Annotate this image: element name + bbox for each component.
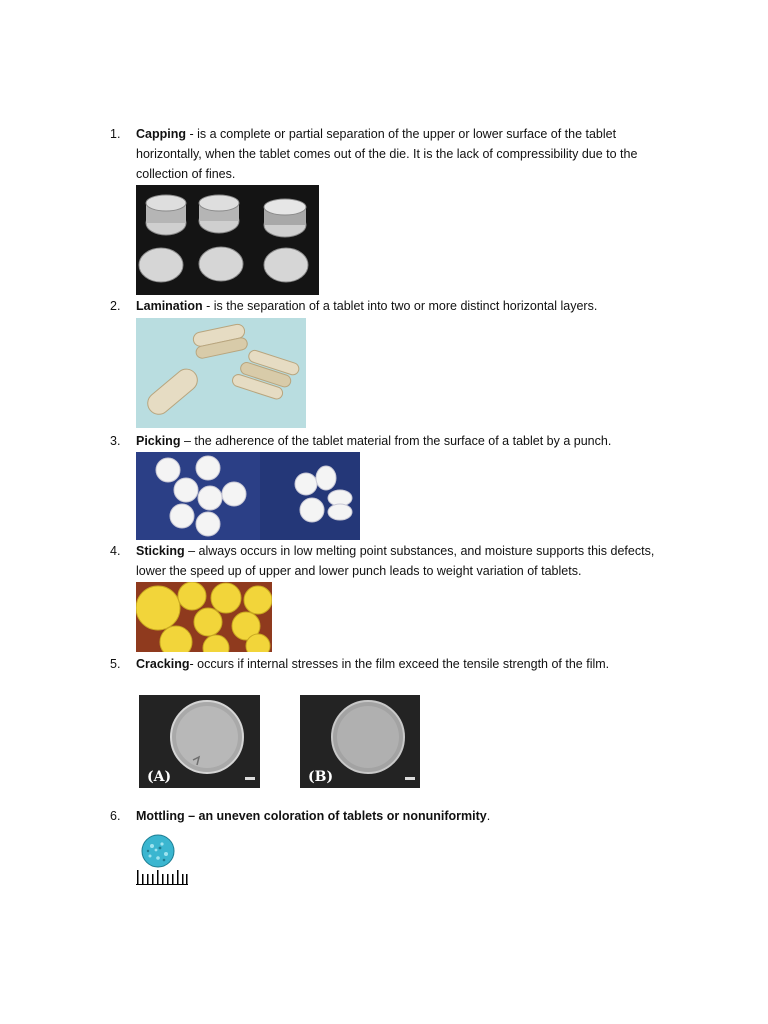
- item-description: - is a complete or partial separation of the upper or lower surface of the tablet horizontally, when the tablet comes out of the die. It is the lack of compressibility due to the collection of fines.: [136, 127, 638, 181]
- item-number: 3.: [110, 434, 121, 448]
- item-number: 6.: [110, 809, 121, 823]
- figure-label-b: (B): [308, 769, 334, 785]
- item-text: [136, 124, 666, 184]
- item-description: – always occurs in low melting point substances, and moisture supports this defects, lower the speed up of upper and lower punch leads to weight variation of tablets.: [136, 544, 655, 578]
- item-number: 1.: [110, 127, 121, 141]
- lamination-image: [136, 318, 306, 428]
- sticking-image: [136, 582, 272, 652]
- item-text: [136, 296, 666, 316]
- item-number: 5.: [110, 657, 121, 671]
- cracking-image-b: [300, 695, 420, 788]
- item-description: – the adherence of the tablet material from the surface of a tablet by a punch.: [180, 434, 612, 448]
- item-term: Lamination: [136, 299, 203, 313]
- picking-image: [136, 452, 360, 540]
- cracking-image-a: [139, 695, 260, 788]
- item-text: [136, 541, 666, 581]
- item-term: Mottling – an uneven coloration of tablets or nonuniformity: [136, 809, 487, 823]
- item-term: Sticking: [136, 544, 185, 558]
- item-text: [136, 654, 666, 674]
- mottling-image: [136, 834, 188, 886]
- item-description: .: [486, 809, 491, 823]
- item-text: [136, 431, 666, 451]
- item-number: 2.: [110, 299, 121, 313]
- figure-label-a: (A): [147, 769, 172, 785]
- item-number: 4.: [110, 544, 121, 558]
- item-description: - occurs if internal stresses in the film exceed the tensile strength of the film.: [189, 657, 610, 671]
- item-term: Picking: [136, 434, 181, 448]
- item-term: Cracking: [136, 657, 190, 671]
- capping-image: [136, 185, 319, 295]
- item-text: [136, 806, 666, 826]
- item-description: - is the separation of a tablet into two or more distinct horizontal layers.: [202, 299, 598, 313]
- item-term: Capping: [136, 127, 186, 141]
